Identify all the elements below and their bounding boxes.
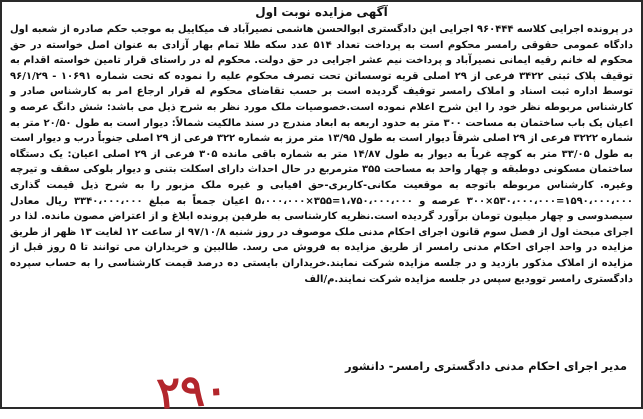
handwritten-stamp: ۲۹۰ — [155, 363, 230, 419]
notice-title: آگهی مزایده نوبت اول — [255, 5, 388, 19]
notice-paragraph: در پرونده اجرایی کلاسه ۹۶۰۴۴۴ اجرایی این دادگستری ابوالحسن هاشمی نصیرآباد ف میکاییل به موجب حکم صادره از شعبه اول دادگاه عمومی حقوقی رامسر محکوم است به پرداخت تعداد ۵۱۴ عدد سکه طلا تمام بهار آزادی به عنوان اصل خواسته در حق محکوم له خانم رقیه ایمانی نصیرآباد و پرداخت نیم عشر اجرایی در حق دولت. محکوم له در راستای قرار تامین خواسته اقدام به توقیف پلاک ثبتی ۳۴۲۲ فرعی از ۲۹ اصلی قریه توسساتن تحت تصرف محکوم علیه را نموده که تحت شماره ۱۰۶۹۱ - ۹۶/۱/۲۹ توسط اداره ثبت اسناد و املاک رامسر توقیف گردیده است بر حسب تقاضای محکوم له قرار ارجاع امر به کارشناس صادر و کارشناس مربوطه نظر خود را این شرح اعلام نموده است.خصوصیات ملک مورد نظر به شرح ذیل می باشد: شش دانگ عرصه و اعیان یک باب ساختمان به مساحت ۳۰۰ متر به حدود اربعه به ابعاد مندرج در سند مالکیت شمالاً: دیوار است به طول ۲۰/۵۰ متر به شماره ۳۲۲۲ فرعی از ۲۹ اصلی شرقاً دیوار است به طول ۱۳/۹۵ متر مرز به شماره ۳۲۲ فرعی از ۲۹ اصلی جنوباً درب و دیوار است به طول ۳۳/۰۵ متر به کوچه غرباً به دیوار به طول ۱۴/۸۷ متر به شماره باقی مانده ۳۰۵ فرعی از ۲۹ اصلی اعیان: یک دستگاه ساختمان مسکونی دوطبقه و چهار واحد به مساحت ۳۵۵ مترمربع در حال احداث دارای اسکلت بتنی و دیوار بلوکی سقف و تیرچه وغیره. کارشناس مربوطه باتوجه به موقعیت مکانی-کاربری-حق افیابی و غیره ملک مزبور را به شرح ذیل قیمت گذاری ۱۵۹۰،۰۰۰،۰۰۰=۵۳۰،۰۰۰،۰۰۰×۳۰۰ عرصه و ۱،۷۵۰،۰۰۰،۰۰۰=۳۵۵×۵،۰۰۰،۰۰۰ اعیان جمعاً به مبلغ ۳۳۴۰،۰۰۰،۰۰۰ ریال معادل سیصدوسی و چهار میلیون تومان برآورد گردیده است.نظریه کارشناسی به طرفین پرونده ابلاغ و از اعتراض مصون مانده. لذا در اجرای مبحث اول از فصل سوم قانون اجرای احکام مدنی ملک موصوف در روز شنبه ۹۷/۱۰/۸ از ساعت ۱۲ لغایت ۱۳ ظهر از طریق مزایده در واحد اجرای احکام مدنی رامسر از طریق مزایده به فروش می رسد. طالبین و خریداران می توانند تا ۵ روز قبل از مزایده از املاک مذکور بازدید و در جلسه مزایده شرکت نمایند.خریداران بایستی ده درصد قیمت کارشناسی را به حساب سپرده دادگستری رامسر توودیع سپس در جلسه مزایده شرکت نمایند.م/الف — [10, 24, 634, 285]
notice-body — [10, 22, 633, 287]
notice-signature: مدیر اجرای احکام مدنی دادگستری رامسر- دانشور — [344, 359, 627, 373]
